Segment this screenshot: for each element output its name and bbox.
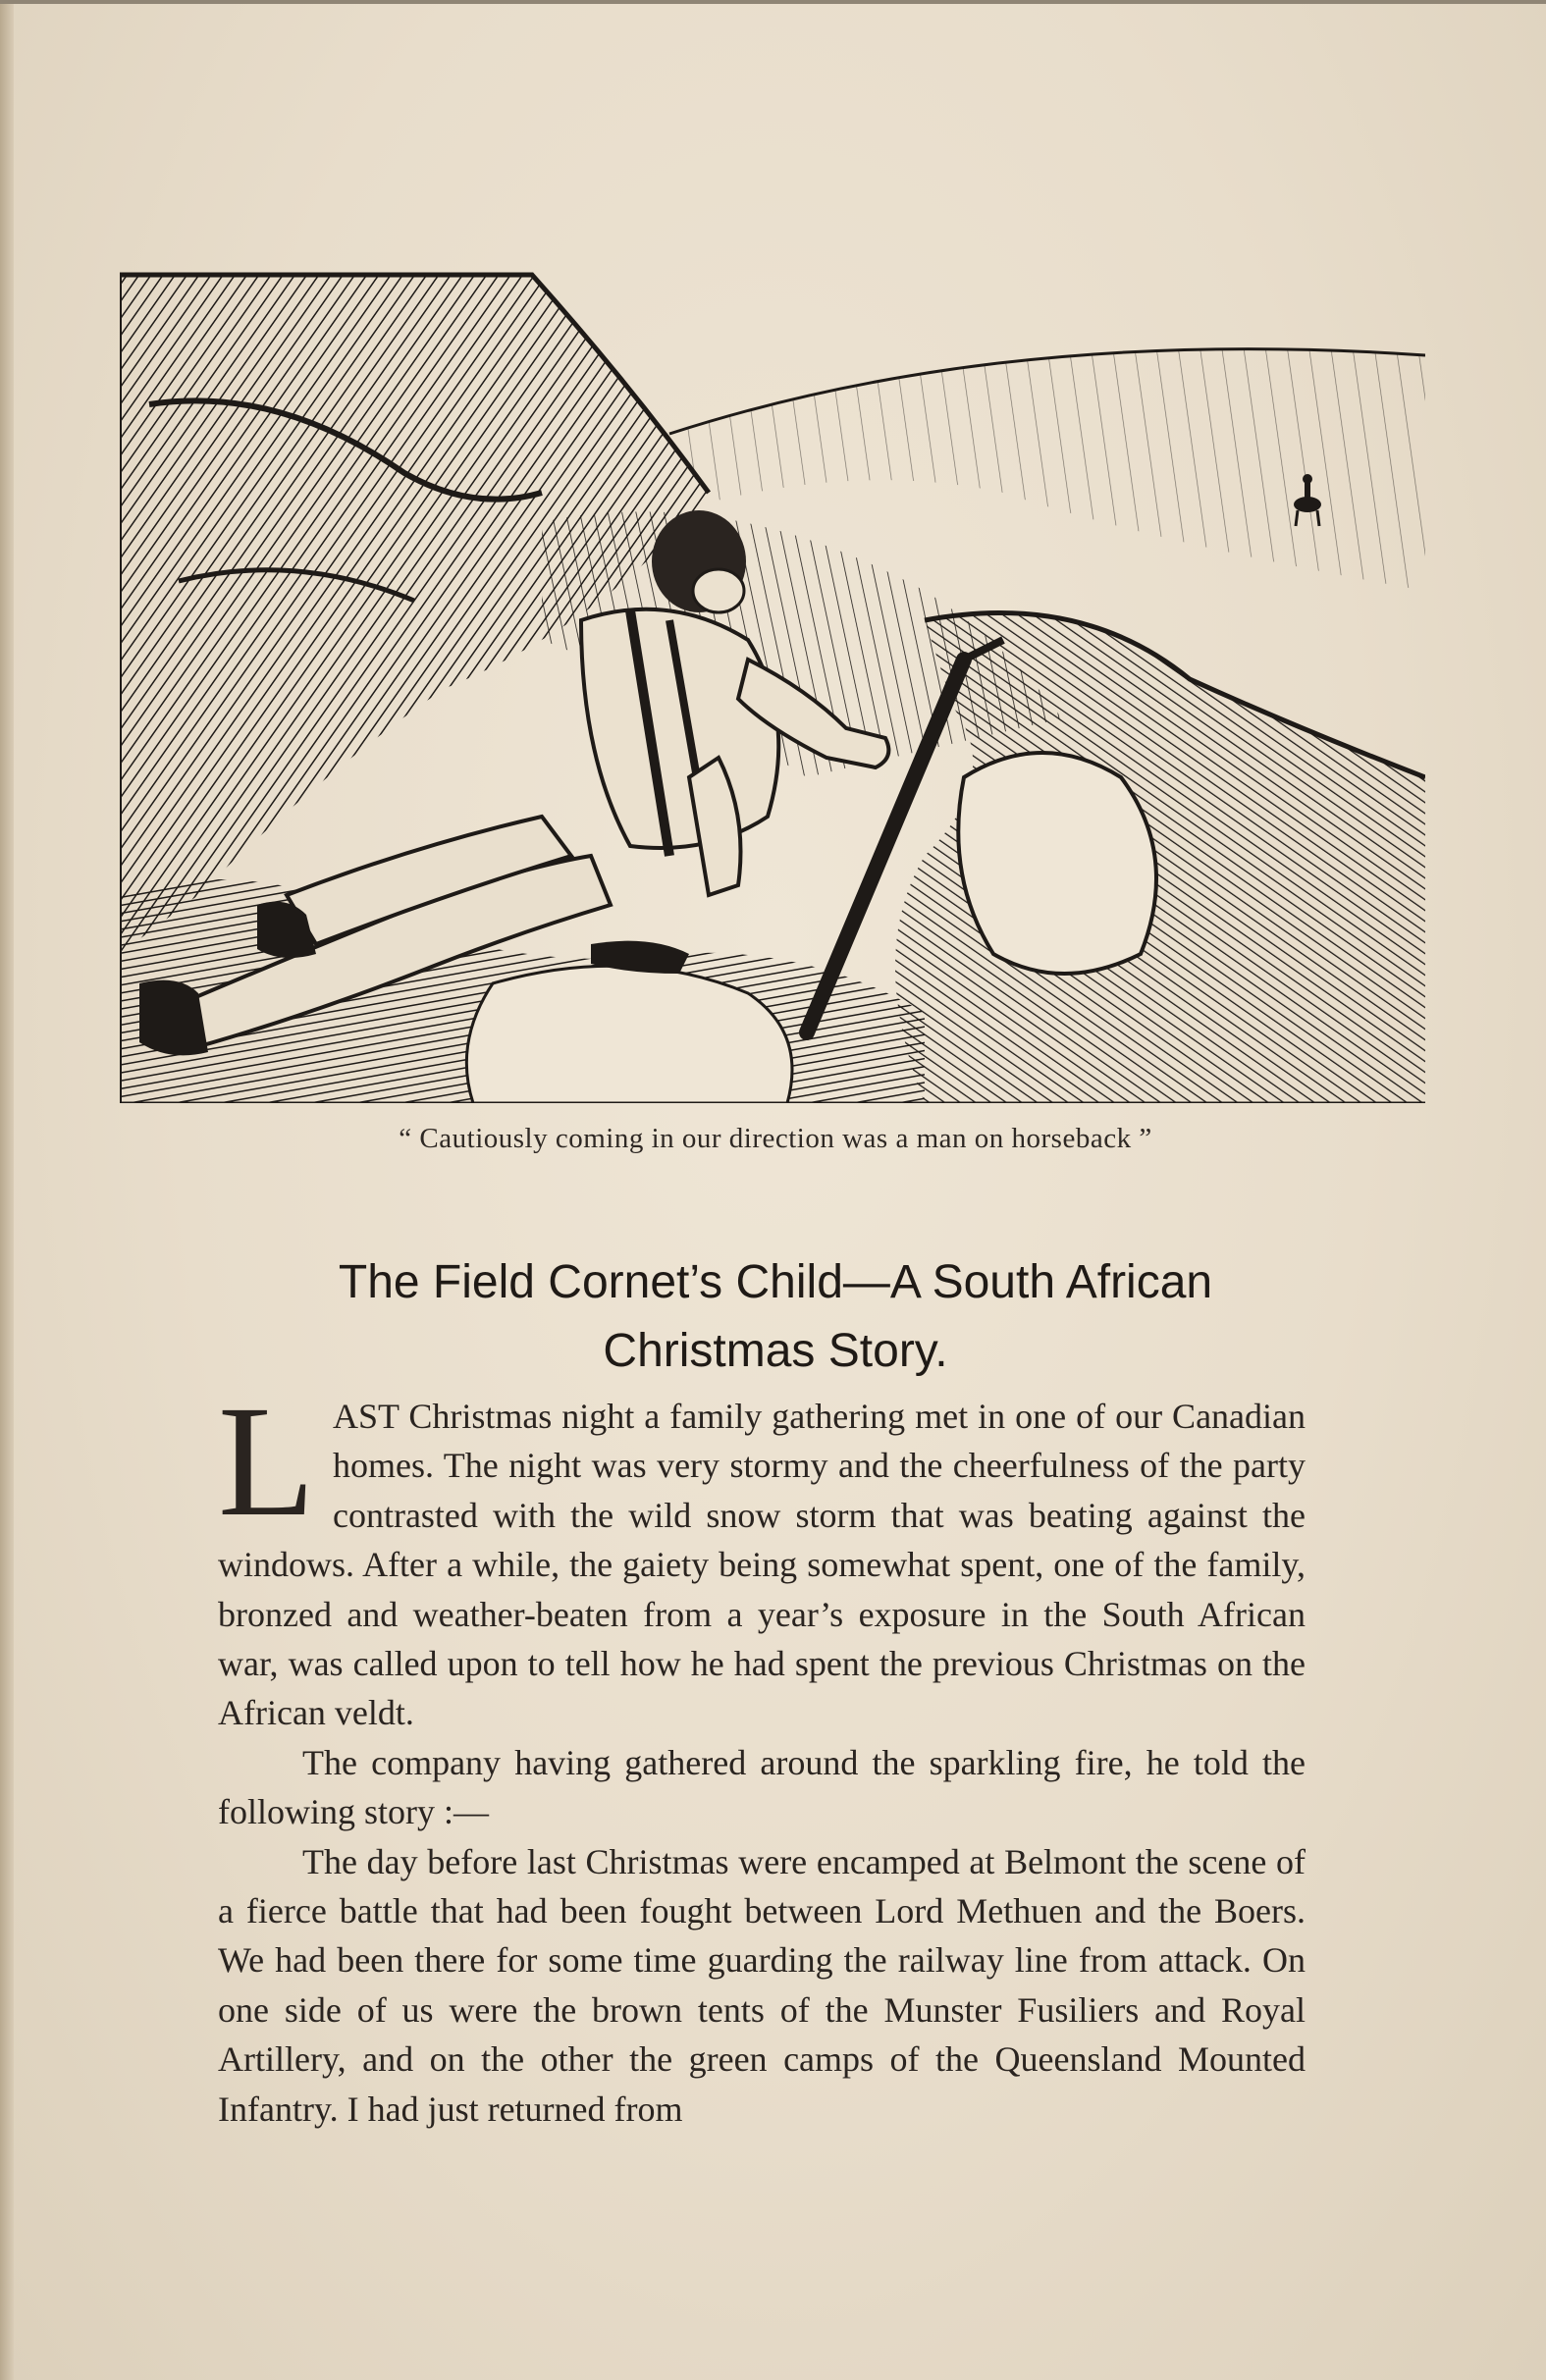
story-title-line-2: Christmas Story.: [603, 1325, 948, 1377]
illustration-caption: “ Cautiously coming in our direction was a man on horseback ”: [399, 1123, 1152, 1154]
story-title: [196, 1248, 1355, 1386]
paragraph-1-text: AST Christmas night a family gathering met in one of our Canadian homes. The night was very stormy and the cheerfulness of the party contrasted with the wild snow storm that was beating against the windows. After a while, the gaiety being somewhat spent, one of the family, bronzed and weather-beaten from a year’s exposure in the South African war, was called upon to tell how he had spent the previous Christmas on the African veldt.: [218, 1397, 1306, 1733]
paragraph-3: The day before last Christmas were encamped at Belmont the scene of a fierce battle that had been fought between Lord Methuen and the Boers. We had been there for some time guarding the railway line from attack. On one side of us were the brown tents of the Munster Fusiliers and Royal Artillery, and on the other the green camps of the Queensland Mounted Infantry. I had just returned from: [218, 1841, 1306, 2129]
top-rule: [0, 0, 1546, 4]
soldier-aiming-rifle-illustration: [120, 267, 1425, 1103]
paragraph-2: The company having gathered around the sparkling fire, he told the following story :—: [218, 1742, 1306, 1832]
story-body: [218, 1374, 1306, 2134]
drop-cap: L: [218, 1374, 315, 1550]
paragraph-1: [218, 1374, 1306, 1738]
story-title-line-1: The Field Cornet’s Child—A South African: [338, 1256, 1213, 1308]
binding-edge: [0, 0, 14, 2380]
